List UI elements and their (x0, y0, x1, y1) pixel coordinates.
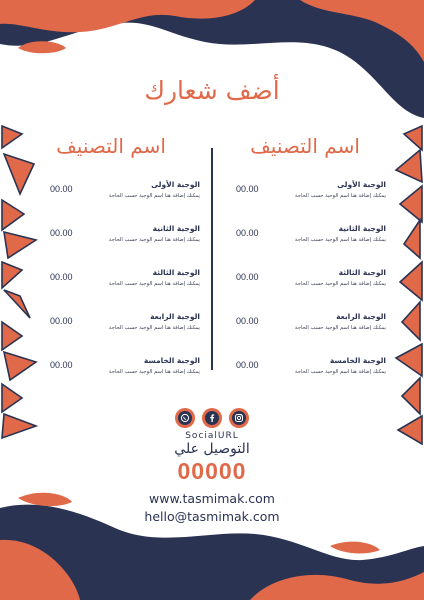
menu-item-description: يمكنك إضافة هنا اسم الوجبة حسب الحاجة (108, 369, 200, 375)
menu-item-name: الوجبة الخامسة (329, 356, 386, 365)
menu-item (50, 312, 200, 342)
instagram-icon[interactable] (229, 408, 249, 428)
menu-item-name: الوجبة الخامسة (143, 356, 200, 365)
menu-item-price: 00.00 (50, 272, 73, 282)
menu-item (236, 268, 386, 298)
brand-title: أضف شعارك (144, 76, 280, 105)
menu-item-description: يمكنك إضافة هنا اسم الوجبة حسب الحاجة (108, 325, 200, 331)
menu-item-description: يمكنك إضافة هنا اسم الوجبة حسب الحاجة (108, 281, 200, 287)
menu-item-name: الوجبة الثانية (338, 224, 386, 233)
menu-item-price: 00.00 (50, 184, 73, 194)
menu-item-description: يمكنك إضافة هنا اسم الوجبة حسب الحاجة (294, 193, 386, 199)
right-triangle-border (396, 126, 422, 444)
menu-item-price: 00.00 (50, 360, 73, 370)
social-url[interactable]: SocialURL (185, 431, 239, 441)
category-heading-left: اسم التصنيف (56, 134, 166, 158)
menu-item-description: يمكنك إضافة هنا اسم الوجبة حسب الحاجة (108, 193, 200, 199)
menu-item (50, 180, 200, 210)
column-divider (211, 148, 213, 370)
menu-item-name: الوجبة الرابعة (150, 312, 200, 321)
whatsapp-icon[interactable] (175, 408, 195, 428)
left-triangle-border (2, 126, 36, 438)
website-link[interactable]: www.tasmimak.com (149, 491, 275, 506)
menu-item-price: 00.00 (236, 360, 259, 370)
facebook-icon[interactable] (202, 408, 222, 428)
menu-item-price: 00.00 (50, 228, 73, 238)
menu-item (50, 356, 200, 386)
menu-item-name: الوجبة الثالثة (152, 268, 200, 277)
menu-item-name: الوجبة الثانية (152, 224, 200, 233)
menu-item-description: يمكنك إضافة هنا اسم الوجبة حسب الحاجة (294, 369, 386, 375)
menu-item (236, 312, 386, 342)
menu-item (50, 224, 200, 254)
menu-item-description: يمكنك إضافة هنا اسم الوجبة حسب الحاجة (294, 325, 386, 331)
menu-item-price: 00.00 (236, 184, 259, 194)
menu-item-name: الوجبة الأولى (337, 180, 386, 189)
menu-item (236, 224, 386, 254)
menu-item-description: يمكنك إضافة هنا اسم الوجبة حسب الحاجة (108, 237, 200, 243)
menu-item-price: 00.00 (236, 316, 259, 326)
menu-item-price: 00.00 (50, 316, 73, 326)
menu-item-name: الوجبة الثالثة (338, 268, 386, 277)
menu-item (236, 356, 386, 386)
category-heading-right: اسم التصنيف (250, 134, 360, 158)
menu-item-description: يمكنك إضافة هنا اسم الوجبة حسب الحاجة (294, 237, 386, 243)
menu-item (50, 268, 200, 298)
delivery-label: التوصيل علي (174, 441, 250, 457)
menu-item-description: يمكنك إضافة هنا اسم الوجبة حسب الحاجة (294, 281, 386, 287)
bottom-orange-blob-2 (330, 542, 380, 554)
menu-item-name: الوجبة الأولى (151, 180, 200, 189)
menu-item (236, 180, 386, 210)
email-link[interactable]: hello@tasmimak.com (144, 509, 280, 524)
menu-item-price: 00.00 (236, 228, 259, 238)
menu-item-name: الوجبة الرابعة (336, 312, 386, 321)
delivery-number: 00000 (177, 458, 247, 484)
menu-item-price: 00.00 (236, 272, 259, 282)
